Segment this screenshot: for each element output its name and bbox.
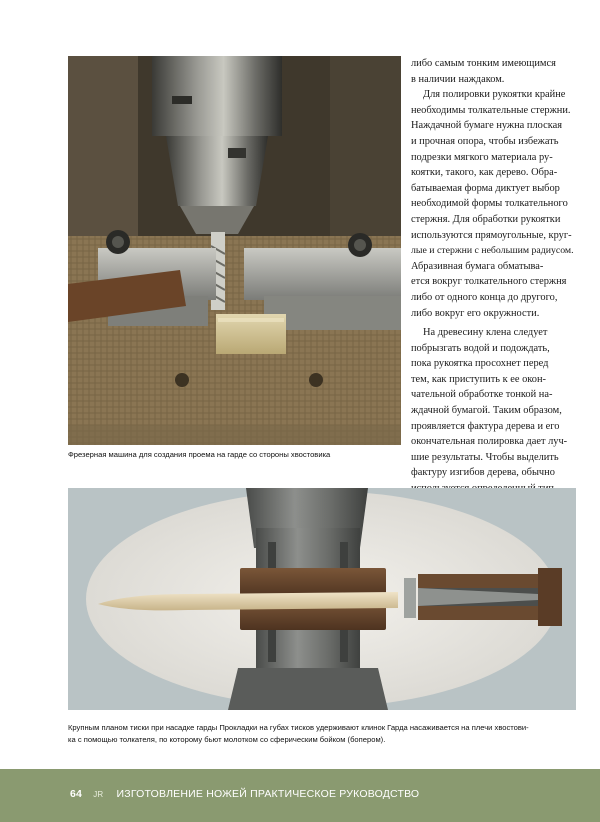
text-line: батываемая форма диктует выбор [411,182,560,194]
text-line: используются прямоугольные, круг- [411,229,572,241]
text-line: Абразивная бумага обматыва- [411,260,544,272]
text-line: побрызгать водой и подождать, [411,342,550,354]
text-line: либо вокруг его окружности. [411,307,540,319]
text-line: коятки, такого, как дерево. Обра- [411,167,558,179]
figure-caption-milling: Фрезерная машина для создания проема на гарде со стороны хвостовика [68,450,331,459]
text-line: и прочная опора, чтобы избежать [411,135,559,147]
running-footer [70,786,419,802]
vise-illustration [68,488,576,710]
text-line: тем, как приступить к ее окон- [411,373,546,385]
text-line: фактуру изгибов дерева, обычно [411,467,555,479]
page-number: 64 [70,788,83,800]
text-line: ется вокруг толкательного стержня [411,276,567,288]
text-line: На древесину клена следует [423,327,548,339]
caption-line: Крупным планом тиски при насадке гарды Прокладки на губах тисков удерживают клинок Гарда насаживается на плечи хвостови- [68,723,529,732]
text-line: необходимой формы толкательного [411,198,568,210]
text-line: проявляется фактура дерева и его [411,420,560,432]
text-line: чательной обработке тонкой на- [411,389,553,401]
text-line: либо от одного конца до другого, [411,291,558,303]
text-line: либо самым тонким имеющимся [411,58,556,69]
book-title: ИЗГОТОВЛЕНИЕ НОЖЕЙ ПРАКТИЧЕСКОЕ РУКОВОДСТВО [116,788,420,800]
text-line: лые и стержни с небольшим радиусом. [411,245,574,257]
text-line: шие результаты. Чтобы выделить [411,451,559,463]
caption-line: ка с помощью толкателя, по которому бьют молотком со сферическим бойком (бопером). [68,734,386,744]
text-line: подрезки мягкого материала ру- [411,151,553,163]
milling-machine-illustration [68,56,401,445]
text-line: Наждачной бумаге нужна плоская [411,120,562,132]
figure-caption-vise [68,722,576,745]
body-text-column [411,56,579,497]
vise-photo [68,488,576,710]
text-line: пока рукоятка просохнет перед [411,358,549,370]
publisher-mark: JR [93,790,104,799]
text-line: необходимы толкательные стержни. [411,104,571,116]
text-line: стержня. Для обработки рукоятки [411,213,561,225]
text-line: в наличии наждаком. [411,73,505,85]
text-line: окончательная полировка дает луч- [411,436,568,448]
text-line: Для полировки рукоятки крайне [423,89,566,101]
text-line: ждачной бумагой. Таким образом, [411,405,562,417]
milling-machine-photo [68,56,401,445]
